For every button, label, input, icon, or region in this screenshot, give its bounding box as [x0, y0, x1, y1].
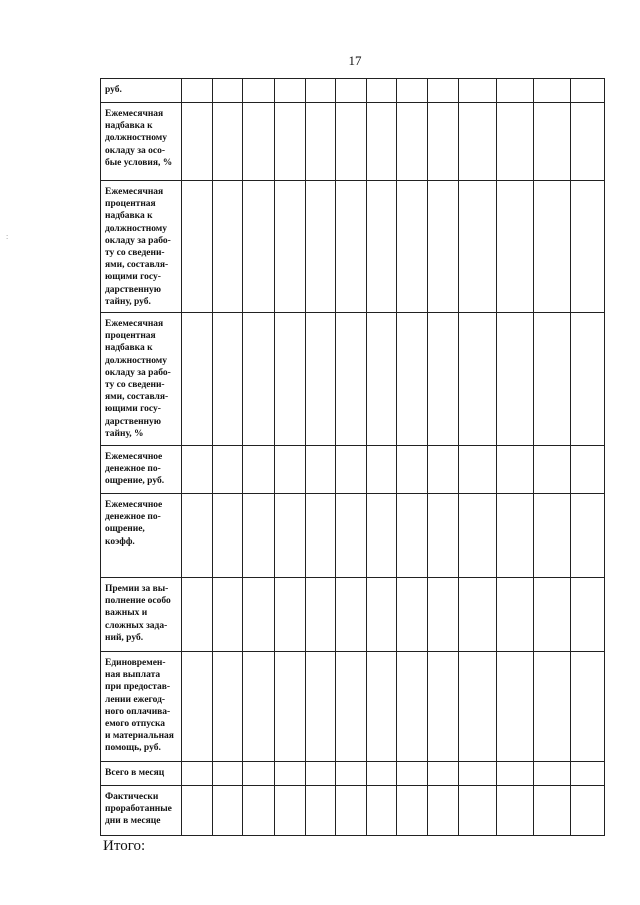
table-row — [101, 762, 605, 786]
value-cell — [497, 762, 534, 786]
table-row — [101, 494, 605, 578]
value-cell — [534, 446, 571, 494]
row-label: Ежемесячная процентная надбавка к должностному окладу за рабо- ту со сведени- ями, составля- ющими госу- дарственную тайну, % — [101, 313, 182, 446]
row-label: Ежемесячное денежное по- ощрение, коэфф. — [101, 494, 182, 578]
value-cell — [243, 79, 275, 103]
value-cell — [397, 181, 428, 313]
value-cell — [428, 786, 459, 836]
value-cell — [571, 313, 605, 446]
value-cell — [459, 103, 497, 181]
value-cell — [397, 103, 428, 181]
row-label: Всего в месяц — [101, 762, 182, 786]
value-cell — [275, 652, 306, 762]
value-cell — [428, 652, 459, 762]
value-cell — [571, 103, 605, 181]
value-cell — [243, 786, 275, 836]
table-row — [101, 313, 605, 446]
value-cell — [213, 762, 243, 786]
value-cell — [182, 181, 213, 313]
value-cell — [397, 494, 428, 578]
value-cell — [571, 446, 605, 494]
value-cell — [497, 494, 534, 578]
value-cell — [367, 313, 397, 446]
value-cell — [243, 652, 275, 762]
value-cell — [497, 786, 534, 836]
value-cell — [397, 652, 428, 762]
value-cell — [428, 313, 459, 446]
value-cell — [336, 578, 367, 652]
value-cell — [182, 103, 213, 181]
value-cell — [534, 313, 571, 446]
value-cell — [571, 652, 605, 762]
table-row — [101, 652, 605, 762]
value-cell — [243, 181, 275, 313]
value-cell — [367, 578, 397, 652]
value-cell — [182, 494, 213, 578]
table-row — [101, 181, 605, 313]
value-cell — [534, 79, 571, 103]
value-cell — [397, 446, 428, 494]
value-cell — [306, 79, 336, 103]
value-cell — [459, 313, 497, 446]
row-label: Ежемесячное денежное по- ощрение, руб. — [101, 446, 182, 494]
value-cell — [275, 786, 306, 836]
value-cell — [213, 786, 243, 836]
value-cell — [367, 652, 397, 762]
table-row — [101, 103, 605, 181]
value-cell — [213, 313, 243, 446]
value-cell — [243, 313, 275, 446]
value-cell — [571, 181, 605, 313]
value-cell — [367, 446, 397, 494]
value-cell — [367, 494, 397, 578]
value-cell — [275, 446, 306, 494]
table-row — [101, 578, 605, 652]
value-cell — [367, 181, 397, 313]
value-cell — [397, 313, 428, 446]
value-cell — [459, 578, 497, 652]
value-cell — [213, 494, 243, 578]
payroll-table — [100, 78, 605, 836]
value-cell — [213, 652, 243, 762]
value-cell — [182, 578, 213, 652]
value-cell — [306, 103, 336, 181]
value-cell — [336, 786, 367, 836]
value-cell — [275, 762, 306, 786]
value-cell — [182, 313, 213, 446]
value-cell — [497, 578, 534, 652]
value-cell — [428, 578, 459, 652]
value-cell — [428, 181, 459, 313]
value-cell — [497, 103, 534, 181]
value-cell — [306, 578, 336, 652]
value-cell — [459, 79, 497, 103]
value-cell — [397, 79, 428, 103]
value-cell — [213, 578, 243, 652]
value-cell — [336, 494, 367, 578]
value-cell — [306, 762, 336, 786]
value-cell — [275, 578, 306, 652]
page-number: 17 — [348, 53, 362, 68]
value-cell — [497, 652, 534, 762]
value-cell — [336, 103, 367, 181]
value-cell — [336, 313, 367, 446]
value-cell — [428, 446, 459, 494]
value-cell — [459, 446, 497, 494]
value-cell — [397, 578, 428, 652]
value-cell — [243, 446, 275, 494]
value-cell — [497, 181, 534, 313]
value-cell — [306, 494, 336, 578]
value-cell — [397, 762, 428, 786]
value-cell — [213, 446, 243, 494]
value-cell — [428, 762, 459, 786]
table-row — [101, 446, 605, 494]
row-label: Фактически проработанные дни в месяце — [101, 786, 182, 836]
value-cell — [497, 313, 534, 446]
value-cell — [497, 446, 534, 494]
value-cell — [275, 79, 306, 103]
value-cell — [243, 103, 275, 181]
value-cell — [243, 762, 275, 786]
value-cell — [459, 494, 497, 578]
value-cell — [336, 762, 367, 786]
value-cell — [428, 494, 459, 578]
value-cell — [534, 652, 571, 762]
value-cell — [275, 103, 306, 181]
value-cell — [275, 181, 306, 313]
value-cell — [571, 494, 605, 578]
value-cell — [336, 446, 367, 494]
value-cell — [275, 494, 306, 578]
value-cell — [213, 79, 243, 103]
row-label: Единовремен- ная выплата при предостав- лении ежегод- ного оплачива- емого отпуска и материальная помощь, руб. — [101, 652, 182, 762]
value-cell — [571, 79, 605, 103]
value-cell — [397, 786, 428, 836]
value-cell — [367, 103, 397, 181]
value-cell — [428, 103, 459, 181]
table-row — [101, 786, 605, 836]
value-cell — [306, 786, 336, 836]
value-cell — [428, 79, 459, 103]
value-cell — [336, 652, 367, 762]
value-cell — [306, 181, 336, 313]
value-cell — [243, 578, 275, 652]
value-cell — [367, 79, 397, 103]
value-cell — [459, 786, 497, 836]
value-cell — [182, 762, 213, 786]
value-cell — [571, 786, 605, 836]
row-label: Премии за вы- полнение особо важных и сложных зада- ний, руб. — [101, 578, 182, 652]
value-cell — [534, 181, 571, 313]
value-cell — [306, 652, 336, 762]
value-cell — [213, 181, 243, 313]
value-cell — [367, 786, 397, 836]
value-cell — [336, 79, 367, 103]
value-cell — [534, 494, 571, 578]
value-cell — [459, 181, 497, 313]
value-cell — [459, 652, 497, 762]
value-cell — [336, 181, 367, 313]
value-cell — [182, 79, 213, 103]
value-cell — [571, 578, 605, 652]
value-cell — [497, 79, 534, 103]
row-label: руб. — [101, 79, 182, 103]
value-cell — [182, 652, 213, 762]
value-cell — [459, 762, 497, 786]
value-cell — [306, 446, 336, 494]
value-cell — [275, 313, 306, 446]
value-cell — [367, 762, 397, 786]
total-label: Итого: — [103, 838, 146, 854]
scan-mark: : — [6, 232, 9, 241]
value-cell — [243, 494, 275, 578]
value-cell — [534, 578, 571, 652]
row-label: Ежемесячная процентная надбавка к должностному окладу за рабо- ту со сведени- ями, составля- ющими госу- дарственную тайну, руб. — [101, 181, 182, 313]
value-cell — [571, 762, 605, 786]
table-row — [101, 79, 605, 103]
value-cell — [534, 103, 571, 181]
value-cell — [534, 762, 571, 786]
row-label: Ежемесячная надбавка к должностному окладу за осо- бые условия, % — [101, 103, 182, 181]
value-cell — [534, 786, 571, 836]
value-cell — [213, 103, 243, 181]
value-cell — [182, 786, 213, 836]
value-cell — [182, 446, 213, 494]
value-cell — [306, 313, 336, 446]
